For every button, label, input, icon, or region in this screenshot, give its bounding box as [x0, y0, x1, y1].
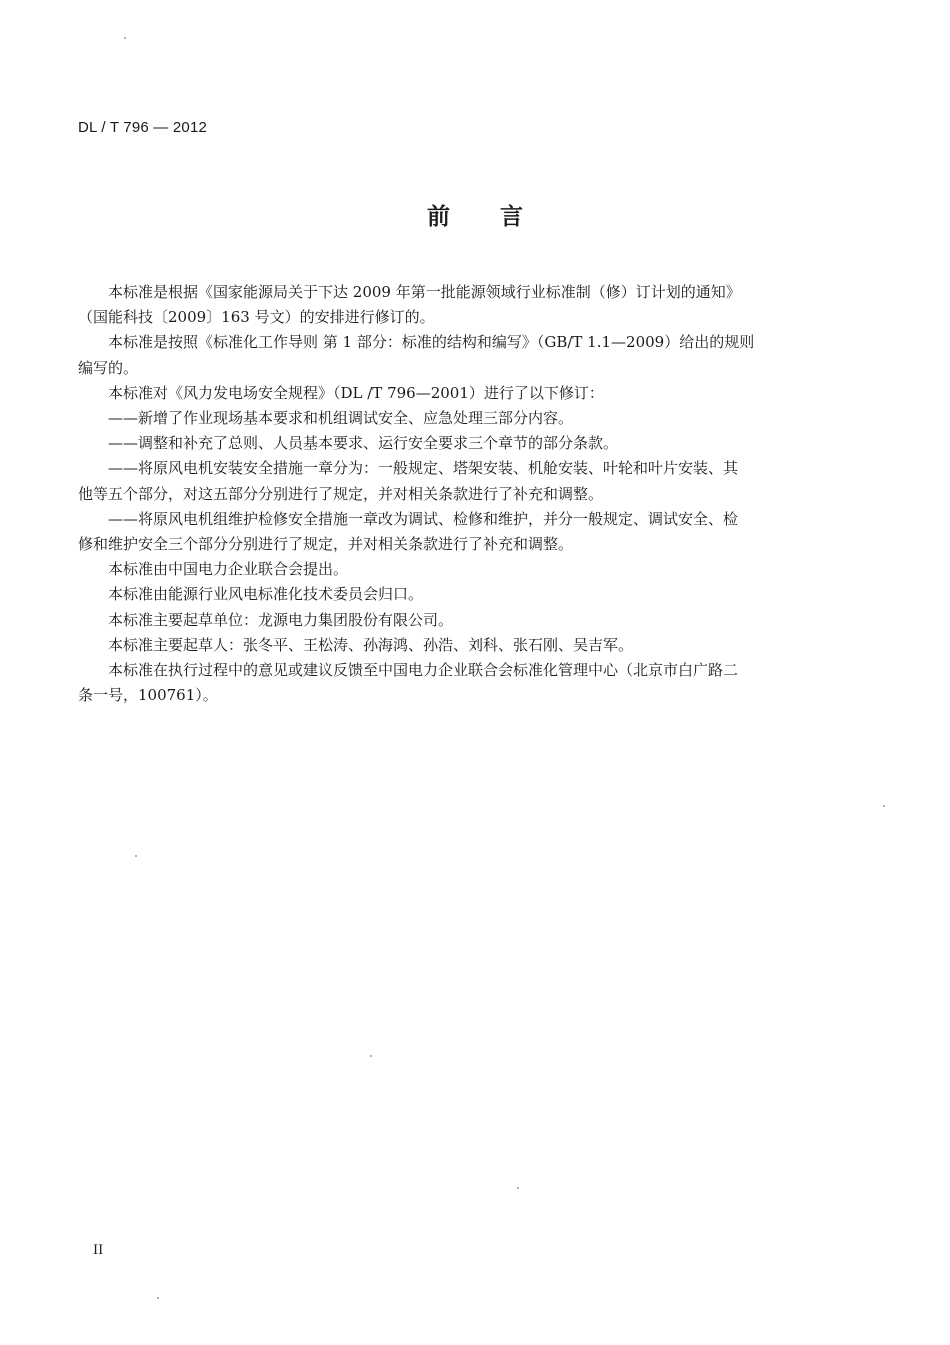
scan-speck — [883, 805, 885, 807]
paragraph — [78, 557, 828, 582]
paragraph-line: ——调整和补充了总则、人员基本要求、运行安全要求三个章节的部分条款。 — [108, 434, 619, 453]
scan-speck — [370, 1055, 372, 1057]
paragraph-line: 本标准对《风力发电场安全规程》（DL /T 796—2001）进行了以下修订： — [108, 383, 604, 402]
paragraph — [78, 658, 828, 708]
paragraph-line: ——将原风电机安装安全措施一章分为：一般规定、塔架安装、机舱安装、叶轮和叶片安装、其 — [108, 459, 739, 478]
paragraph-line: ——将原风电机组维护检修安全措施一章改为调试、检修和维护，并分一般规定、调试安全、检 — [108, 509, 739, 528]
paragraph-line: 本标准在执行过程中的意见或建议反馈至中国电力企业联合会标准化管理中心（北京市白广路二 — [108, 661, 739, 680]
paragraph-line: 本标准是按照《标准化工作导则 第 1 部分：标准的结构和编写》（GB/T 1.1—2009）给出的规则 — [108, 333, 755, 352]
page-title: 前言 — [427, 204, 573, 230]
paragraph-line: 本标准由能源行业风电标准化技术委员会归口。 — [108, 585, 424, 604]
paragraph-line: 本标准由中国电力企业联合会提出。 — [108, 560, 349, 579]
paragraph — [78, 330, 828, 380]
page-number: II — [93, 1243, 104, 1258]
scan-speck — [157, 1297, 159, 1299]
paragraph-line: 编写的。 — [78, 358, 139, 377]
paragraph — [78, 608, 828, 633]
paragraph-line: 修和维护安全三个部分分别进行了规定，并对相关条款进行了补充和调整。 — [78, 535, 574, 554]
scan-speck — [124, 37, 126, 39]
paragraph-line: 他等五个部分，对这五部分分别进行了规定，并对相关条款进行了补充和调整。 — [78, 484, 604, 503]
paragraph-line: 本标准是根据《国家能源局关于下达 2009 年第一批能源领域行业标准制（修）订计划的通知》 — [108, 283, 741, 301]
paragraph-line: ——新增了作业现场基本要求和机组调试安全、应急处理三部分内容。 — [108, 409, 574, 428]
foreword-body — [78, 280, 828, 708]
paragraph — [78, 406, 828, 431]
paragraph-line: （国能科技〔2009〕163 号文）的安排进行修订的。 — [78, 308, 435, 327]
paragraph-line: 本标准主要起草单位：龙源电力集团股份有限公司。 — [108, 610, 454, 629]
paragraph-line: 条一号，100761）。 — [78, 686, 218, 705]
paragraph — [78, 507, 828, 557]
paragraph — [78, 431, 828, 456]
paragraph-line: 本标准主要起草人：张冬平、王松涛、孙海鸿、孙浩、刘科、张石刚、吴吉军。 — [108, 635, 634, 654]
paragraph — [78, 456, 828, 506]
scan-speck — [135, 855, 137, 857]
scan-speck — [517, 1187, 519, 1189]
paragraph — [78, 280, 828, 330]
paragraph — [78, 381, 828, 406]
paragraph — [78, 582, 828, 607]
paragraph — [78, 633, 828, 658]
document-code: DL / T 796 — 2012 — [78, 119, 208, 136]
